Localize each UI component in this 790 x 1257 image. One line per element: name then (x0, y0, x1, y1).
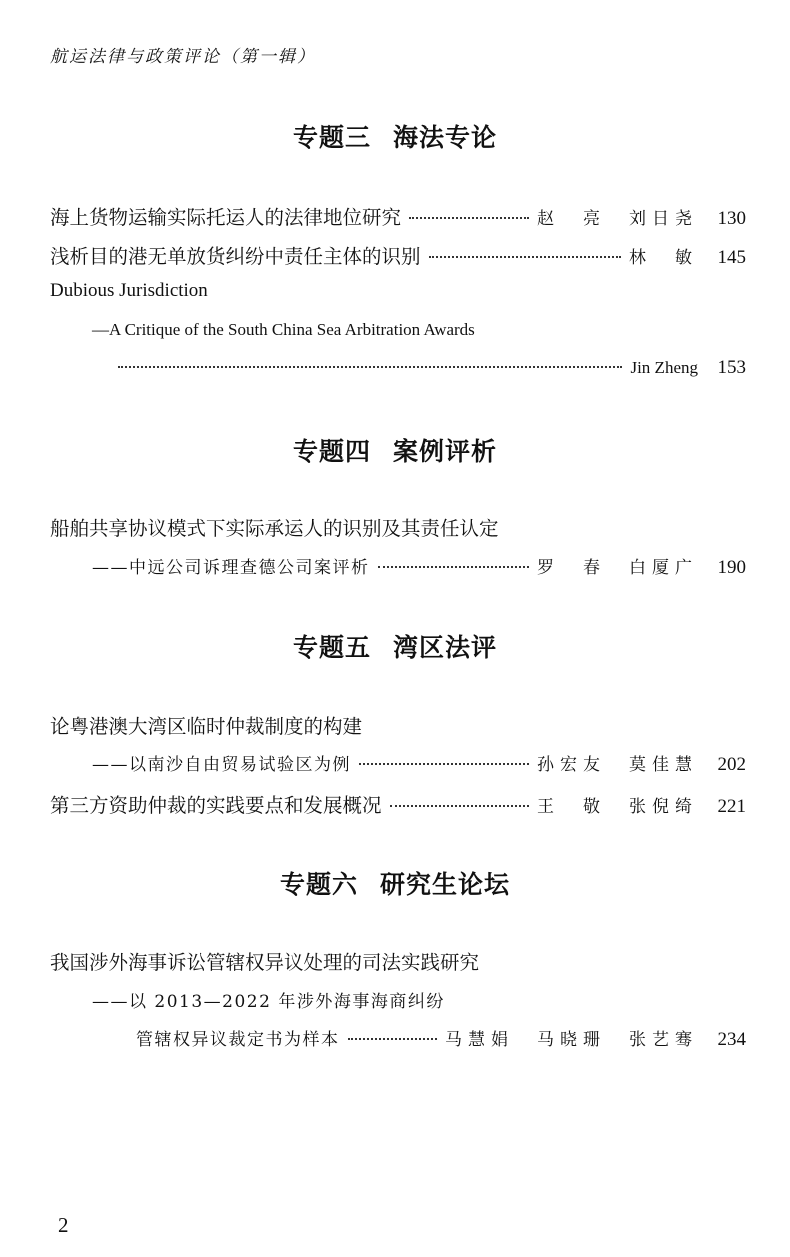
entry-subtitle: 管辖权异议裁定书为样本 (136, 1030, 340, 1050)
entry-authors: 孙宏友 莫佳慧 (537, 755, 698, 775)
section-name: 案例评析 (393, 437, 498, 466)
entry-authors: Jin Zheng (630, 358, 698, 377)
leader-dots (429, 256, 621, 258)
entry-title[interactable]: 我国涉外海事诉讼管辖权异议处理的司法实践研究 (50, 951, 480, 974)
section-name: 研究生论坛 (380, 870, 511, 899)
section-title (0, 865, 790, 901)
entry-authors: 赵 亮 刘日尧 (537, 209, 698, 229)
section-label: 专题四 (292, 437, 371, 466)
leader-dots (409, 217, 529, 219)
section-title (0, 432, 790, 468)
entry-authors: 罗 春 白厦广 (537, 558, 698, 578)
entry-page: 202 (717, 754, 746, 775)
entry-authors: 王 敬 张倪绮 (537, 797, 698, 817)
section-name: 海法专论 (393, 123, 498, 152)
toc-entry[interactable] (92, 553, 746, 579)
section-title (0, 628, 790, 664)
entry-page: 153 (717, 357, 746, 378)
entry-title: 第三方资助仲裁的实践要点和发展概况 (50, 794, 382, 817)
entry-authors: 马慧娟 马晓珊 张艺骞 (445, 1030, 698, 1050)
toc-entry[interactable] (136, 1025, 746, 1051)
leader-dots (359, 763, 529, 765)
leader-dots (348, 1038, 438, 1040)
entry-page: 190 (717, 557, 746, 578)
entry-title[interactable]: Dubious Jurisdiction (50, 280, 208, 301)
toc-entry[interactable] (118, 357, 746, 379)
entry-title[interactable]: 船舶共享协议模式下实际承运人的识别及其责任认定 (50, 517, 499, 540)
toc-entry[interactable] (50, 790, 746, 818)
section-name: 湾区法评 (393, 633, 498, 662)
leader-dots (378, 566, 530, 568)
toc-entry[interactable] (50, 202, 746, 230)
entry-title[interactable]: 论粤港澳大湾区临时仲裁制度的构建 (50, 715, 363, 738)
entry-page: 234 (717, 1029, 746, 1050)
entry-subtitle: ——以南沙自由贸易试验区为例 (92, 755, 351, 775)
leader-dots (118, 366, 622, 368)
entry-subtitle: —A Critique of the South China Sea Arbitration Awards (92, 320, 475, 339)
section-title (0, 118, 790, 154)
toc-entry[interactable] (50, 241, 746, 269)
entry-title: 海上货物运输实际托运人的法律地位研究 (50, 206, 402, 229)
running-head: 航运法律与政策评论（第一辑） (50, 47, 316, 67)
entry-subtitle: ——中远公司诉理查德公司案评析 (92, 558, 370, 578)
entry-page: 145 (717, 247, 746, 268)
entry-page: 221 (717, 796, 746, 817)
entry-authors: 林 敏 (629, 248, 698, 268)
section-label: 专题六 (279, 870, 358, 899)
entry-title: 浅析目的港无单放货纠纷中责任主体的识别 (50, 245, 421, 268)
entry-page: 130 (717, 208, 746, 229)
entry-subtitle: ——以 2013—2022 年涉外海事海商纠纷 (92, 992, 445, 1012)
leader-dots (390, 805, 529, 807)
page-number: 2 (58, 1213, 69, 1237)
section-label: 专题五 (292, 633, 371, 662)
toc-entry[interactable] (92, 750, 746, 776)
section-label: 专题三 (292, 123, 371, 152)
